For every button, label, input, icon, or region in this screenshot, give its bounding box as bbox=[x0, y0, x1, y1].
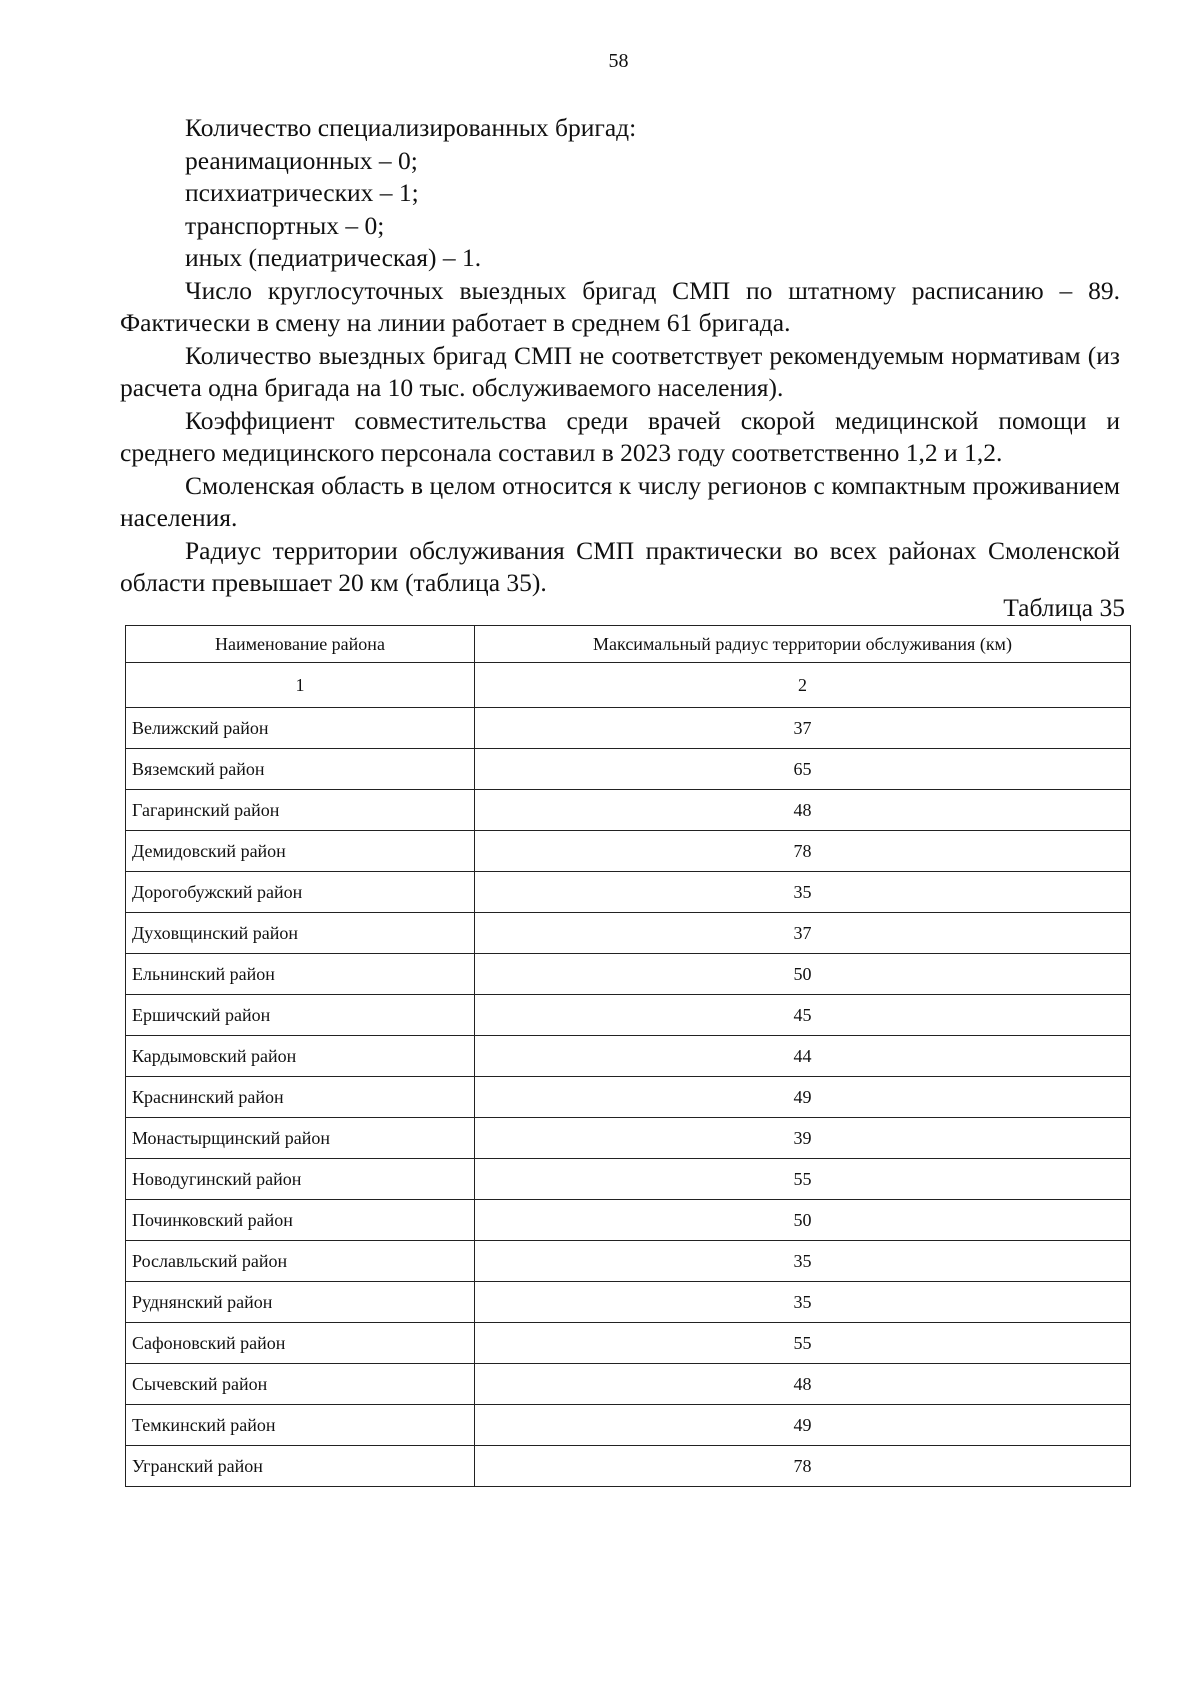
header-max-radius: Максимальный радиус территории обслуживания (км) bbox=[475, 626, 1131, 663]
page-number: 58 bbox=[608, 50, 629, 72]
table-row bbox=[126, 1405, 1131, 1446]
radius-value-cell: 50 bbox=[475, 954, 1131, 995]
document-body bbox=[120, 112, 1120, 600]
district-name-cell: Новодугинский район bbox=[126, 1159, 475, 1200]
column-number-2: 2 bbox=[475, 663, 1131, 708]
radius-value-cell: 65 bbox=[475, 749, 1131, 790]
table-row bbox=[126, 1036, 1131, 1077]
radius-value-cell: 55 bbox=[475, 1323, 1131, 1364]
paragraph-norms: Количество выездных бригад СМП не соответствует рекомендуемым нормативам (из расчета одна бригада на 10 тыс. обслуживаемого населения). bbox=[120, 340, 1120, 402]
table-row bbox=[126, 1364, 1131, 1405]
radius-value-cell: 39 bbox=[475, 1118, 1131, 1159]
radius-value-cell: 49 bbox=[475, 1077, 1131, 1118]
paragraph-brigade-count: Число круглосуточных выездных бригад СМП по штатному расписанию – 89. Фактически в смену на линии работает в среднем 61 бригада. bbox=[120, 275, 1120, 337]
radius-value-cell: 48 bbox=[475, 790, 1131, 831]
paragraph-coefficient: Коэффициент совместительства среди врачей скорой медицинской помощи и среднего медицинского персонала составил в 2023 году соответственно 1,2 и 1,2. bbox=[120, 405, 1120, 467]
table-row bbox=[126, 1446, 1131, 1487]
table-row bbox=[126, 1200, 1131, 1241]
brigades-list-item: транспортных – 0; bbox=[185, 210, 385, 240]
district-name-cell: Гагаринский район bbox=[126, 790, 475, 831]
radius-value-cell: 49 bbox=[475, 1405, 1131, 1446]
column-number-1: 1 bbox=[126, 663, 475, 708]
radius-value-cell: 37 bbox=[475, 913, 1131, 954]
table-row bbox=[126, 1282, 1131, 1323]
district-name-cell: Рославльский район bbox=[126, 1241, 475, 1282]
brigades-heading: Количество специализированных бригад: bbox=[185, 113, 637, 142]
districts-radius-table bbox=[125, 625, 1131, 1487]
district-name-cell: Монастырщинский район bbox=[126, 1118, 475, 1159]
brigades-list-item: психиатрических – 1; bbox=[185, 178, 419, 207]
header-district-name: Наименование района bbox=[126, 626, 475, 663]
district-name-cell: Угранский район bbox=[126, 1446, 475, 1487]
district-name-cell: Дорогобужский район bbox=[126, 872, 475, 913]
district-name-cell: Починковский район bbox=[126, 1200, 475, 1241]
radius-value-cell: 48 bbox=[475, 1364, 1131, 1405]
radius-value-cell: 37 bbox=[475, 708, 1131, 749]
table-row bbox=[126, 1118, 1131, 1159]
paragraph-service-radius: Радиус территории обслуживания СМП практически во всех районах Смоленской области превышает 20 км (таблица 35). bbox=[120, 535, 1120, 597]
radius-value-cell: 78 bbox=[475, 1446, 1131, 1487]
table-caption: Таблица 35 bbox=[1003, 593, 1125, 622]
district-name-cell: Ершичский район bbox=[126, 995, 475, 1036]
table-row bbox=[126, 913, 1131, 954]
radius-value-cell: 35 bbox=[475, 1241, 1131, 1282]
table-row bbox=[126, 1323, 1131, 1364]
district-name-cell: Сафоновский район bbox=[126, 1323, 475, 1364]
district-name-cell: Ельнинский район bbox=[126, 954, 475, 995]
district-name-cell: Краснинский район bbox=[126, 1077, 475, 1118]
district-name-cell: Темкинский район bbox=[126, 1405, 475, 1446]
radius-value-cell: 35 bbox=[475, 872, 1131, 913]
district-name-cell: Духовщинский район bbox=[126, 913, 475, 954]
radius-value-cell: 50 bbox=[475, 1200, 1131, 1241]
radius-value-cell: 45 bbox=[475, 995, 1131, 1036]
table-row bbox=[126, 831, 1131, 872]
district-name-cell: Руднянский район bbox=[126, 1282, 475, 1323]
table-column-numbers-row bbox=[126, 663, 1131, 708]
brigades-list-item: реанимационных – 0; bbox=[185, 145, 418, 175]
table-header-row bbox=[126, 626, 1131, 663]
district-name-cell: Велижский район bbox=[126, 708, 475, 749]
district-name-cell: Вяземский район bbox=[126, 749, 475, 790]
table-row bbox=[126, 749, 1131, 790]
district-name-cell: Кардымовский район bbox=[126, 1036, 475, 1077]
radius-value-cell: 44 bbox=[475, 1036, 1131, 1077]
district-name-cell: Демидовский район bbox=[126, 831, 475, 872]
table-row bbox=[126, 954, 1131, 995]
radius-value-cell: 55 bbox=[475, 1159, 1131, 1200]
table-row bbox=[126, 790, 1131, 831]
table-row bbox=[126, 872, 1131, 913]
table-row bbox=[126, 995, 1131, 1036]
paragraph-compact-region: Смоленская область в целом относится к числу регионов с компактным проживанием населения. bbox=[120, 470, 1120, 532]
district-name-cell: Сычевский район bbox=[126, 1364, 475, 1405]
table-row bbox=[126, 1159, 1131, 1200]
brigades-list-item: иных (педиатрическая) – 1. bbox=[185, 243, 482, 272]
radius-value-cell: 35 bbox=[475, 1282, 1131, 1323]
table-row bbox=[126, 708, 1131, 749]
table-row bbox=[126, 1077, 1131, 1118]
table-row bbox=[126, 1241, 1131, 1282]
radius-value-cell: 78 bbox=[475, 831, 1131, 872]
